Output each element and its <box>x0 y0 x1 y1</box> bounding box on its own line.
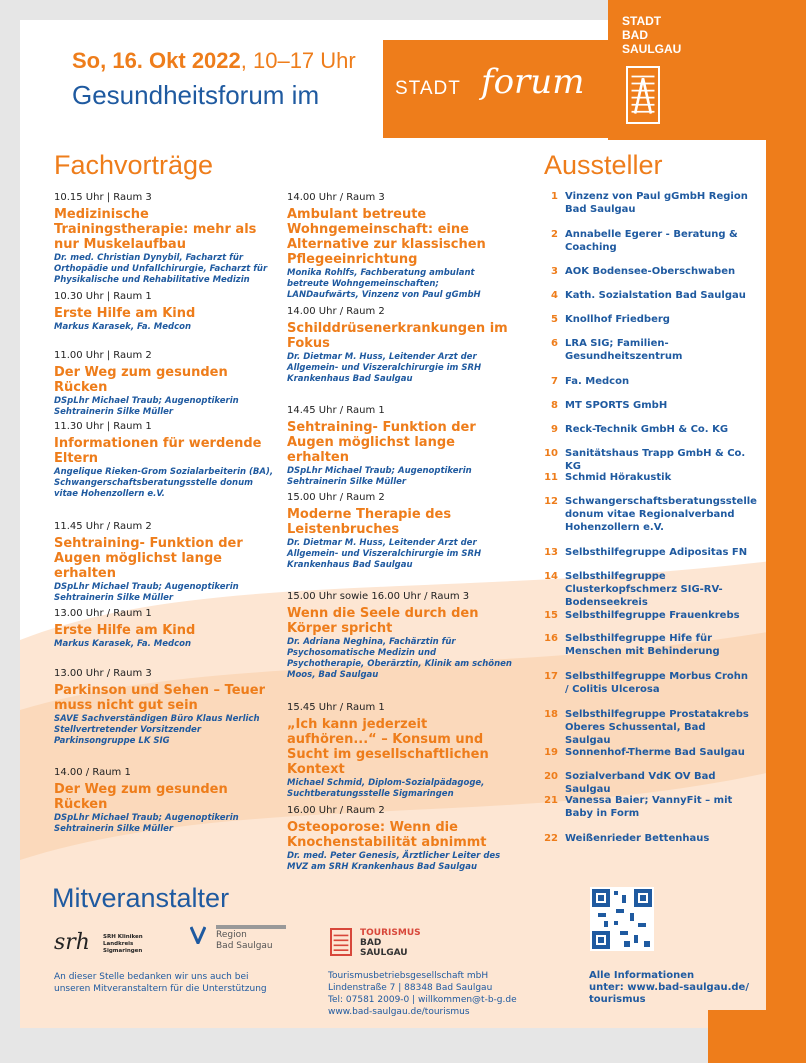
stadtforum-logo: STADT forum <box>383 40 608 138</box>
vinzenz-logo-text: Region Bad Saulgau <box>216 930 273 951</box>
partners-heading: Mitveranstalter <box>52 883 230 913</box>
flyer-page: So, 16. Okt 2022, 10–17 Uhr Gesundheitsforum im STADT forum STADT BAD SAULGAU Fachvorträge Aussteller 10.15 Uhr | Raum 3 Medizinische Trainingstherapie: mehr als nur Muskelaufbau Dr. med. Christian Dynybil, Facharzt für Orthopädie und Unfallchirurgie, Facharzt für Physikalische und Rehabilitative Medizin 10.30 Uhr | Raum 1 Erste Hilfe am Kind Markus Karasek, Fa. Medcon 11.00 Uhr | Raum 2 Der Weg zum gesunden Rücken DSpLhr Michael Traub; Augenoptikerin Sehtrainerin Silke Müller 11.30 Uhr | Raum 1 Informationen für werdende Eltern Angelique Rieken-Grom Sozialarbeiterin (BA), Schwangerschaftsberatungsstelle donum vitae Hohenzollern e.V. 11.45 Uhr / Raum 2 Sehtraining- Funktion der Augen möglichst lange erhalten DSpLhr Michael Traub; Augenoptikerin Sehtrainerin Silke Müller 13.00 Uhr / Raum 1 Erste Hilfe am Kind Markus Karasek, Fa. Medcon 13.00 Uhr / Raum 3 Parkinson und Sehen – Teuer muss nicht gut sein SAVE Sachverständigen Büro Klaus Nerlich Stellvertretender Vorsitzender Parkinsongruppe LK SIG 14.00 / Raum 1 Der Weg zum gesunden Rücken DSpLhr Michael Traub; Augenoptikerin Sehtrainerin Silke Müller 14.00 Uhr / Raum 3 Ambulant betreute Wohngemeinschaft: eine Alternative zur klassischen Pflegeeinrichtung Monika Rohlfs, Fachberatung ambulant betreute Wohngemeinschaften; LANDaufwärts, Vinzenz von Paul gGmbH 14.00 Uhr / Raum 2 Schilddrüsenerkrankungen im Fokus Dr. Dietmar M. Huss, Leitender Arzt der Allgemein- und Viszeralchirurgie im SRH Krankenhaus Bad Saulgau 14.45 Uhr / Raum 1 Sehtraining- Funktion der Augen möglichst lange erhalten DSpLhr Michael Traub; Augenoptikerin Sehtrainerin Silke Müller 15.00 Uhr / Raum 2 Moderne Therapie des Leistenbruches Dr. Dietmar M. Huss, Leitender Arzt der Allgemein- und Viszeralchirurgie im SRH Krankenhaus Bad Saulgau 15.00 Uhr sowie 16.00 Uhr / Raum 3 Wenn die Seele durch den Körper spricht Dr. Adriana Neghina, Fachärztin für Psychosomatische Medizin und Psychotherapie, Oberärztin, Klinik am schönen Moos, Bad Saulgau 15.45 Uhr / Raum 1 „Ich kann jederzeit aufhören...“ – Konsum und Sucht im gesellschaftlichen Kontext Michael Schmid, Diplom-Sozialpädagoge, Suchtberatungsstelle Sigmaringen 16.00 Uhr / Raum 2 Osteoporose: Wenn die Knochenstabilität abnimmt Dr. med. Peter Genesis, Ärztlicher Leiter des MVZ am SRH Krankenhaus Bad Saulgau 1 Vinzenz von Paul gGmbH Region Bad Saulgau 2 Annabelle Egerer - Beratung & Coaching 3 AOK Bodensee-Oberschwaben 4 Kath. Sozialstation Bad Saulgau 5 Knollhof Friedberg 6 LRA SIG; Familien-Gesundheitszentrum 7 Fa. Medcon 8 MT SPORTS GmbH 9 Reck-Technik GmbH & Co. KG 10 Sanitätshaus Trapp GmbH & Co. KG 11 Schmid Hörakustik 12 Schwangerschaftsberatungsstelle donum vitae Regionalverband Hohenzollern e.V. 13 Selbsthilfegruppe Adipositas FN 14 Selbsthilfegruppe Clusterkopfschmerz SIG-RV-Bodenseekreis 15 Selbsthilfegruppe Frauenkrebs 16 Selbsthilfegruppe Hife für Menschen mit Behinderung 17 Selbsthilfegruppe Morbus Crohn / Colitis Ulcerosa 18 Selbsthilfegruppe Prostatakrebs Oberes Schussental, Bad Saulgau 19 Sonnenhof-Therme Bad Saulgau 20 Sozialverband VdK OV Bad Saulgau 21 Vanessa Baier; VannyFit – mit Baby in Form 22 Weißenrieder Bettenhaus Mitveranstalter srh SRH Kliniken Landkreis Sigmaringen Region Bad Saulgau TOURISMUS BAD SAULGAU An dieser Stelle bedanken wir uns auch bei unseren Mitveranstaltern für die Unterstützung Tourismusbetriebsgesellschaft mbH Lindenstraße 7 | 88348 Bad Saulgau Tel: 07581 2009-0 | willkommen@t-b-g.de www.bad-saulgau.de/tourismus Alle Informationen unter: www.bad-saulgau.de/ tourismus <box>0 0 806 1063</box>
event-date: So, 16. Okt 2022, 10–17 Uhr <box>72 48 356 73</box>
vinzenz-logo-icon <box>190 926 206 944</box>
exhibitors-heading: Aussteller <box>544 150 663 180</box>
talk-item: 11.30 Uhr | Raum 1 Informationen für werdende Eltern Angelique Rieken-Grom Sozialarbeiterin (BA), Schwangerschaftsberatungsstelle donum vitae Hohenzollern e.V. <box>54 421 274 499</box>
talk-item: 11.00 Uhr | Raum 2 Der Weg zum gesunden Rücken DSpLhr Michael Traub; Augenoptikerin Sehtrainerin Silke Müller <box>54 350 239 417</box>
orange-side-bar <box>766 140 806 1063</box>
srh-logo: srh <box>54 930 90 955</box>
talk-item: 15.00 Uhr sowie 16.00 Uhr / Raum 3 Wenn die Seele durch den Körper spricht Dr. Adriana Neghina, Fachärztin für Psychosomatische Medizin und Psychotherapie, Oberärztin, Klinik am schönen Moos, Bad Saulgau <box>287 591 512 680</box>
talk-item: 15.00 Uhr / Raum 2 Moderne Therapie des Leistenbruches Dr. Dietmar M. Huss, Leitender Arzt der Allgemein- und Viszeralchirurgie im SRH Krankenhaus Bad Saulgau <box>287 492 482 570</box>
event-title: Gesundheitsforum im <box>72 80 320 110</box>
orange-corner-bar <box>708 1010 806 1063</box>
talk-item: 16.00 Uhr / Raum 2 Osteoporose: Wenn die Knochenstabilität abnimmt Dr. med. Peter Genesis, Ärztlicher Leiter des MVZ am SRH Krankenhaus Bad Saulgau <box>287 805 501 872</box>
talk-item: 13.00 Uhr / Raum 3 Parkinson und Sehen – Teuer muss nicht gut sein SAVE Sachverständigen Büro Klaus Nerlich Stellvertretender Vorsitzender Parkinsongruppe LK SIG <box>54 668 266 746</box>
tourism-crest-icon <box>330 928 352 956</box>
talk-item: 14.00 Uhr / Raum 2 Schilddrüsenerkrankungen im Fokus Dr. Dietmar M. Huss, Leitender Arzt der Allgemein- und Viszeralchirurgie im SRH Krankenhaus Bad Saulgau <box>287 306 508 384</box>
talk-item: 11.45 Uhr / Raum 2 Sehtraining- Funktion der Augen möglichst lange erhalten DSpLhr Michael Traub; Augenoptikerin Sehtrainerin Silke Müller <box>54 521 243 603</box>
city-name: STADT BAD SAULGAU <box>622 14 682 56</box>
talk-item: 15.45 Uhr / Raum 1 „Ich kann jederzeit aufhören...“ – Konsum und Sucht im gesellschaftlichen Kontext Michael Schmid, Diplom-Sozialpädagoge, Suchtberatungsstelle Sigmaringen <box>287 702 489 799</box>
tourism-address: Tourismusbetriebsgesellschaft mbH Lindenstraße 7 | 88348 Bad Saulgau Tel: 07581 2009-0 | willkommen@t-b-g.de www.bad-saulgau.de/tourismus <box>328 971 517 1017</box>
talk-item: 10.30 Uhr | Raum 1 Erste Hilfe am Kind Markus Karasek, Fa. Medcon <box>54 291 196 332</box>
talk-item: 14.00 / Raum 1 Der Weg zum gesunden Rücken DSpLhr Michael Traub; Augenoptikerin Sehtrainerin Silke Müller <box>54 767 239 834</box>
thanks-text: An dieser Stelle bedanken wir uns auch bei unseren Mitveranstaltern für die Unterstützung <box>54 972 267 994</box>
talk-item: 14.00 Uhr / Raum 3 Ambulant betreute Wohngemeinschaft: eine Alternative zur klassischen Pflegeeinrichtung Monika Rohlfs, Fachberatung ambulant betreute Wohngemeinschaften; LANDaufwärts, Vinzenz von Paul gGmbH <box>287 192 486 300</box>
left-border <box>0 0 20 1063</box>
qr-code-icon[interactable] <box>590 887 654 951</box>
info-text: Alle Informationen unter: www.bad-saulgau.de/ tourismus <box>589 970 749 1005</box>
talk-item: 13.00 Uhr / Raum 1 Erste Hilfe am Kind Markus Karasek, Fa. Medcon <box>54 608 196 649</box>
talk-item: 14.45 Uhr / Raum 1 Sehtraining- Funktion der Augen möglichst lange erhalten DSpLhr Michael Traub; Augenoptikerin Sehtrainerin Silke Müller <box>287 405 476 487</box>
crest-icon <box>626 66 660 124</box>
tourism-logo-text: TOURISMUS BAD SAULGAU <box>360 928 421 958</box>
talk-item: 10.15 Uhr | Raum 3 Medizinische Trainingstherapie: mehr als nur Muskelaufbau Dr. med. Christian Dynybil, Facharzt für Orthopädie und Unfallchirurgie, Facharzt für Physikalische und Rehabilitative Medizin <box>54 192 268 285</box>
srh-logo-subtitle: SRH Kliniken Landkreis Sigmaringen <box>103 934 143 954</box>
bottom-border <box>0 1028 806 1063</box>
vinzenz-logo-bar <box>216 925 286 929</box>
talks-heading: Fachvorträge <box>54 150 214 180</box>
city-logo <box>608 0 806 140</box>
